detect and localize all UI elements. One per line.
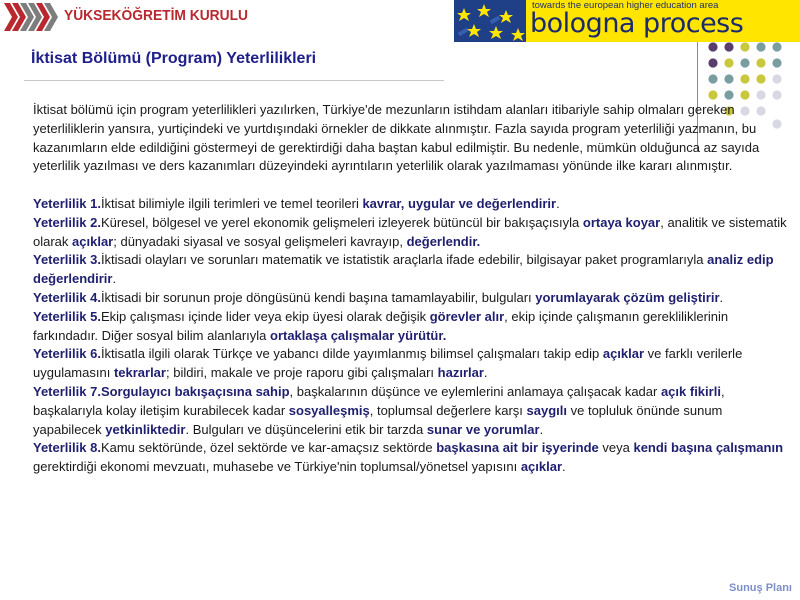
competency-text: ; dünyadaki siyasal ve sosyal gelişmeleri kavrayıp,	[113, 233, 407, 249]
competency-text: , toplumsal değerlere karşı	[369, 402, 527, 418]
competency-item	[33, 289, 790, 308]
bologna-stars-panel	[454, 0, 526, 42]
competency-text: ve farklı verilerle uygulamasını	[33, 346, 743, 381]
title-underline	[24, 80, 444, 81]
competency-keyword: sunar ve yorumlar	[426, 421, 540, 437]
competency-keyword: açıklar	[520, 459, 563, 475]
competency-label: Yeterlilik 3.	[33, 252, 101, 268]
competency-keyword: yorumlayarak çözüm geliştirir	[535, 289, 720, 305]
competency-label: Yeterlilik 5.	[33, 308, 101, 324]
competency-item	[33, 439, 790, 477]
yok-logo	[0, 0, 249, 34]
competency-item	[33, 195, 790, 214]
competency-keyword: açık fikirli	[660, 383, 721, 399]
bologna-title: bologna process	[530, 8, 744, 39]
slide-title: İktisat Bölümü (Program) Yeterlilikleri	[31, 50, 317, 67]
competency-text: .	[556, 195, 560, 211]
competency-text: veya	[598, 440, 634, 456]
competency-text: . Bulguları ve düşüncelerini etik bir tarzda	[185, 421, 427, 437]
competency-text: .	[719, 289, 724, 305]
competency-text: .	[539, 421, 544, 437]
bologna-yellow-panel	[526, 0, 800, 42]
intro-paragraph: İktisat bölümü için program yeterlilikleri yazılırken, Türkiye'de mezunların istihdam alanları itibariyle sahip olmaları gereken yeterliliklerin yansıra, yurtiçindeki ve yurtdışındaki örnekler de dikkate alınmıştır. Fazla sayıda program yeterliliği yazmanın, bu kazanımların elde edildiğini göstermeyi de gerektirdiği daha baştan kabul edilmiştir. Bu nedenle, mümkün olduğunca az sayıda yeterlilik yazılması ve ders kazanımları düzeyindeki ayrıntıların yeterlilik olarak yazılmaması yönünde ilke kararı alınmıştır.	[33, 102, 760, 174]
bologna-banner	[454, 0, 800, 42]
competency-label: Yeterlilik 1.	[33, 195, 101, 211]
competency-text: İktisadi olayları ve sorunları matematik ve istatistik araçlarla ifade edebilir, bilgisayar paket programlarıyla	[100, 252, 708, 268]
yok-logo-text: YÜKSEKÖĞRETİM KURULU	[64, 7, 249, 24]
competency-text: gerektirdiği ekonomi mevzuatı, muhasebe ve Türkiye'nin toplumsal/yönetsel yapısını	[33, 459, 521, 475]
competency-item	[33, 345, 790, 383]
competency-keyword: Sorgulayıcı bakışaçısına sahip	[100, 383, 290, 399]
competency-list	[33, 195, 790, 477]
competency-label: Yeterlilik 2.	[33, 214, 101, 230]
competency-label: Yeterlilik 7.	[33, 383, 101, 399]
competency-item	[33, 251, 790, 289]
competency-keyword: saygılı	[526, 402, 567, 418]
eu-stars-icon	[454, 0, 526, 42]
competency-keyword: başkasına ait bir işyerinde	[436, 440, 599, 456]
competency-text: ; bildiri, makale ve proje raporu gibi çalışmaları	[165, 365, 438, 381]
competency-item	[33, 308, 790, 346]
competency-text: İktisat bilimiyle ilgili terimleri ve temel teorileri	[100, 195, 363, 211]
competency-label: Yeterlilik 4.	[33, 289, 101, 305]
competency-keyword: görevler alır	[429, 308, 505, 324]
competency-text: .	[483, 365, 488, 381]
competency-text: Küresel, bölgesel ve yerel ekonomik gelişmeleri izleyerek bütüncül bir bakışaçısıyla	[100, 214, 583, 230]
competency-keyword: değerlendir.	[406, 233, 481, 249]
competency-text: İktisadi bir sorunun proje döngüsünü kendi başına tamamlayabilir, bulguları	[100, 289, 536, 305]
competency-text: .	[562, 459, 566, 475]
competency-label: Yeterlilik 8.	[33, 440, 101, 456]
competency-text: , başkalarının düşünce ve eylemlerini anlamaya çalışacak kadar	[289, 383, 661, 399]
competency-keyword: ortaklaşa çalışmalar yürütür.	[270, 327, 447, 343]
competency-keyword: analiz edip değerlendirir	[33, 252, 774, 287]
competency-keyword: sosyalleşmiş	[288, 402, 370, 418]
competency-text: İktisatla ilgili olarak Türkçe ve yabancı dilde yayımlanmış bilimsel çalışmaları takip edip	[100, 346, 603, 362]
competency-item	[33, 214, 790, 252]
competency-text: , ekip içinde çalışmanın gerekliliklerinin farkındadır. Diğer sosyal bilim alanlarıyla	[33, 308, 729, 343]
yok-emblem-icon	[2, 1, 64, 33]
competency-keyword: açıklar	[72, 233, 114, 249]
competency-label: Yeterlilik 6.	[33, 346, 101, 362]
competency-keyword: hazırlar	[437, 365, 484, 381]
competency-keyword: açıklar	[602, 346, 645, 362]
bologna-tagline: towards the european higher education area	[532, 0, 719, 11]
competency-keyword: kavrar, uygular ve değerlendirir	[362, 195, 557, 211]
competency-keyword: yetkinliktedir	[105, 421, 186, 437]
presentation-plan-link[interactable]: Sunuş Planı	[729, 582, 792, 594]
competency-text: Kamu sektöründe, özel sektörde ve kar-amaçsız sektörde	[100, 440, 437, 456]
competency-item	[33, 383, 790, 439]
competency-text: .	[112, 271, 117, 287]
competency-text: , analitik ve sistematik olarak	[33, 214, 787, 249]
competency-text: ve topluluk önünde sunum yapabilecek	[33, 402, 723, 437]
competency-keyword: kendi başına çalışmanın	[633, 440, 784, 456]
competency-text: Ekip çalışması içinde lider veya ekip üyesi olarak değişik	[100, 308, 430, 324]
competency-keyword: ortaya koyar	[582, 214, 661, 230]
competency-keyword: tekrarlar	[113, 365, 166, 381]
competency-text: , başkalarıyla kolay iletişim kurabilecek kadar	[33, 383, 725, 418]
slide-content	[33, 101, 790, 477]
